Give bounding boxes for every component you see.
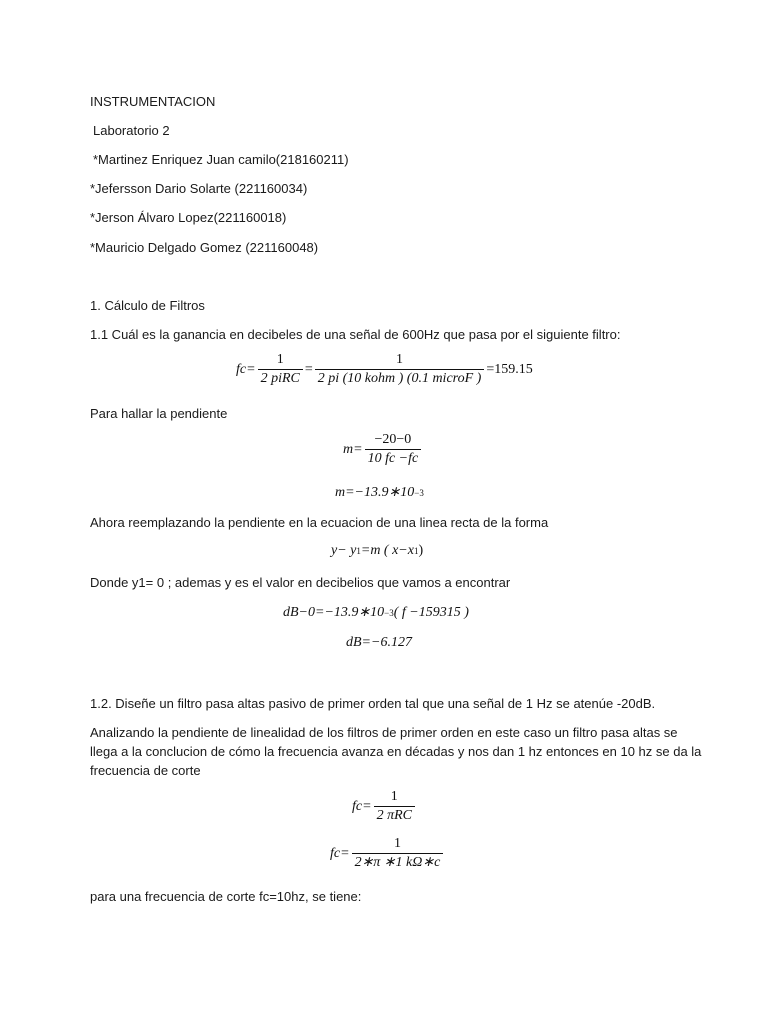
- eq8-frac: [352, 836, 444, 871]
- equation-fc-substituted: [330, 836, 445, 871]
- equation-fc-value: [236, 352, 533, 387]
- eq8-num: 1: [393, 836, 401, 851]
- eq7-lhs: fc=: [352, 798, 372, 814]
- eq1-frac2-den: 2 pi (10 kohm ) (0.1 microF ): [315, 369, 485, 387]
- eq2-den: 10 fc −fc: [365, 449, 422, 467]
- eq1-frac2-num: 1: [396, 352, 404, 367]
- eq1-equals: =: [304, 361, 313, 377]
- eq7-den: 2 πRC: [374, 806, 415, 824]
- eq7-num: 1: [390, 789, 398, 804]
- question-1-1: 1.1 Cuál es la ganancia en decibeles de una señal de 600Hz que pasa por el siguiente filtro:: [90, 327, 621, 342]
- eq5-exp: −3: [384, 607, 394, 618]
- doc-title: INSTRUMENTACION: [90, 94, 216, 109]
- author-2: *Jefersson Dario Solarte (221160034): [90, 181, 308, 196]
- closing-text: para una frecuencia de corte fc=10hz, se tiene:: [90, 889, 362, 904]
- author-1: *Martinez Enriquez Juan camilo(218160211): [93, 152, 349, 167]
- equation-slope-value: [335, 484, 424, 501]
- eq4-sub2: 1: [413, 546, 419, 556]
- eq1-frac1: [258, 352, 303, 387]
- analysis-line-1: Analizando la pendiente de linealidad de los filtros de primer orden en este caso un filtro pasa altas se: [90, 725, 678, 740]
- eq1-frac1-den: 2 piRC: [258, 369, 303, 387]
- eq8-lhs: fc=: [330, 845, 350, 861]
- eq5-a: dB−0=−13.9∗10: [283, 605, 385, 620]
- reemplazo-text: Ahora reemplazando la pendiente en la ecuacion de una linea recta de la forma: [90, 515, 549, 530]
- section-1-title: 1. Cálculo de Filtros: [90, 298, 205, 313]
- equation-line: [331, 543, 423, 559]
- pendiente-text: Para hallar la pendiente: [90, 406, 228, 421]
- eq4-c: ): [418, 543, 424, 558]
- eq4-b: =m ( x−x: [360, 543, 414, 558]
- lab-label: Laboratorio 2: [93, 123, 170, 138]
- eq2-lhs: m=: [343, 441, 363, 457]
- eq2-num: −20−0: [374, 432, 412, 447]
- eq6-text: dB=−6.127: [346, 635, 412, 650]
- eq3-text: m=−13.9∗10: [335, 485, 415, 500]
- eq3-exp: −3: [414, 487, 424, 498]
- author-3: *Jerson Álvaro Lopez(221160018): [90, 210, 287, 225]
- donde-text: Donde y1= 0 ; ademas y es el valor en decibelios que vamos a encontrar: [90, 575, 511, 590]
- analysis-line-2: llega a la conclucion de cómo la frecuencia avanza en décadas y nos dan 1 hz entonces en 10 hz se da la: [90, 744, 702, 759]
- eq4-sub1: 1: [356, 546, 361, 556]
- eq1-frac2: [315, 352, 485, 387]
- author-4: *Mauricio Delgado Gomez (221160048): [90, 240, 319, 255]
- eq5-b: ( f −159315 ): [393, 604, 469, 620]
- eq4-a: y− y: [331, 543, 357, 558]
- eq1-lhs: fc=: [236, 361, 256, 377]
- equation-db-result: [346, 635, 412, 651]
- question-1-2: 1.2. Diseñe un filtro pasa altas pasivo de primer orden tal que una señal de 1 Hz se atenúe -20dB.: [90, 696, 656, 711]
- eq1-rhs: =159.15: [486, 361, 533, 377]
- eq2-frac: [365, 432, 422, 467]
- equation-fc-formula: [352, 789, 417, 824]
- eq8-den: 2∗π ∗1 kΩ∗c: [352, 853, 444, 871]
- eq7-frac: [374, 789, 415, 824]
- equation-slope: [343, 432, 423, 467]
- eq1-frac1-num: 1: [276, 352, 284, 367]
- equation-db: [283, 604, 469, 621]
- analysis-line-3: frecuencia de corte: [90, 763, 201, 778]
